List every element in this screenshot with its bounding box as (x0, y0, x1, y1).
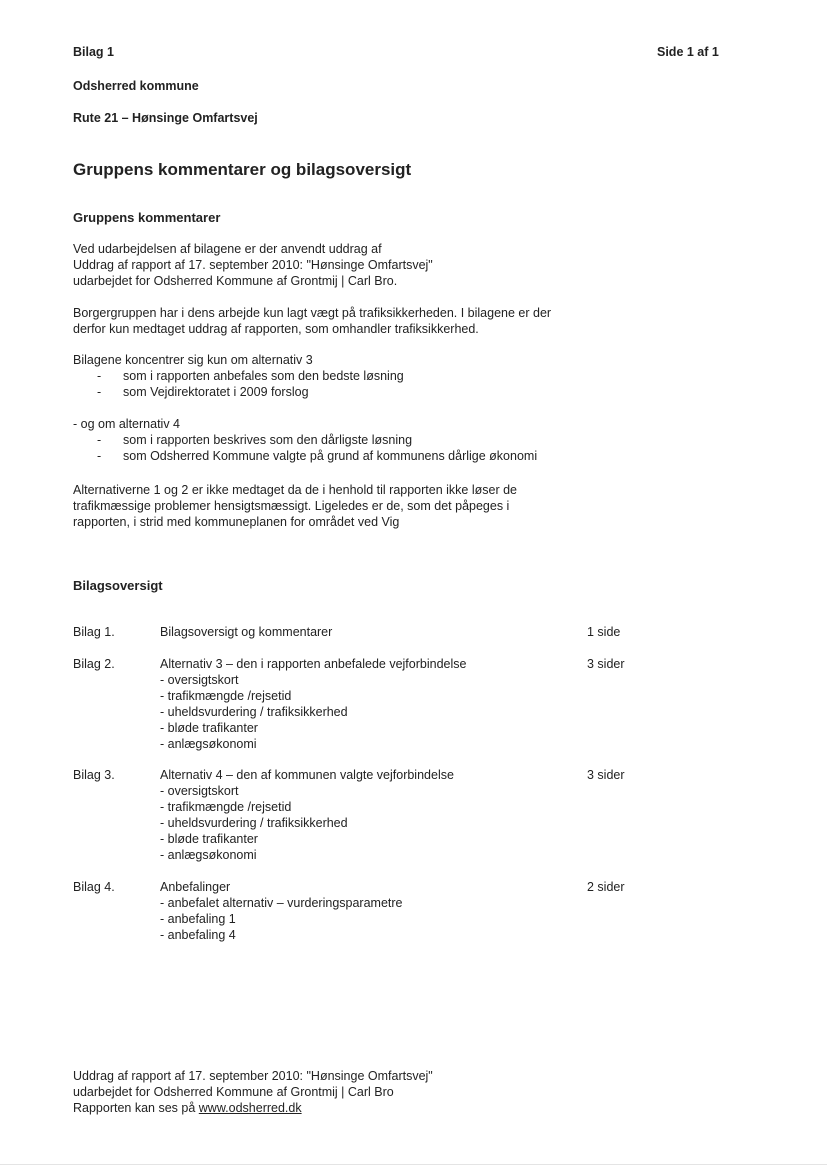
text-line: derfor kun medtaget uddrag af rapporten, som omhandler trafiksikkerhed. (73, 322, 479, 336)
comments-paragraph-1 (73, 241, 433, 289)
list-item: - anbefaling 1 (160, 912, 236, 926)
bilag-pages: 2 sider (587, 880, 625, 894)
table-row (73, 767, 673, 863)
list-item: - bløde trafikanter (160, 832, 258, 846)
list-item: - som Odsherred Kommune valgte på grund af kommunens dårlige økonomi (97, 449, 538, 463)
dash-bullet: - (97, 369, 102, 383)
bilag-title: Anbefalinger (160, 880, 231, 894)
municipality-name: Odsherred kommune (73, 79, 199, 93)
list-item: - som i rapporten anbefales som den bedste løsning (97, 369, 404, 383)
list-item: - trafikmængde /rejsetid (160, 800, 292, 814)
text-line: udarbejdet for Odsherred Kommune af Grontmij | Carl Bro. (73, 274, 398, 288)
route-name: Rute 21 – Hønsinge Omfartsvej (73, 111, 258, 125)
comments-paragraph-2 (73, 305, 551, 337)
page-title: Gruppens kommentarer og bilagsoversigt (73, 160, 412, 179)
list-item: - anbefalet alternativ – vurderingsparametre (160, 896, 403, 910)
bilag-title: Alternativ 4 – den af kommunen valgte vejforbindelse (160, 768, 454, 782)
table-row (73, 624, 673, 640)
bilag-pages: 3 sider (587, 768, 625, 782)
list-item: - anlægsøkonomi (160, 737, 257, 751)
bilag-pages: 1 side (587, 625, 621, 639)
footer-line (73, 1100, 433, 1116)
bilag-number: Bilag 2. (73, 657, 115, 671)
bilag-number: Bilag 1. (73, 625, 115, 639)
dash-bullet: - (97, 385, 102, 399)
bilag-number: Bilag 4. (73, 880, 115, 894)
bilag-label: Bilag 1 (73, 45, 114, 59)
page-edge-divider (0, 1164, 827, 1165)
text-line: - og om alternativ 4 (73, 417, 180, 431)
table-row (73, 879, 673, 943)
list-item: - bløde trafikanter (160, 721, 258, 735)
bilag-title: Bilagsoversigt og kommentarer (160, 625, 333, 639)
overview-heading: Bilagsoversigt (73, 578, 163, 593)
text-line: Alternativerne 1 og 2 er ikke medtaget da de i henhold til rapporten ikke løser de (73, 483, 518, 497)
bilag-content (160, 767, 454, 863)
text-line: Ved udarbejdelsen af bilagene er der anvendt uddrag af (73, 242, 382, 256)
comments-heading: Gruppens kommentarer (73, 210, 221, 225)
list-item: - som Vejdirektoratet i 2009 forslog (97, 385, 309, 399)
text-line: Uddrag af rapport af 17. september 2010: "Hønsinge Omfartsvej" (73, 258, 433, 272)
comments-paragraph-4 (73, 416, 633, 464)
list-item: - anlægsøkonomi (160, 848, 257, 862)
bilag-content (160, 656, 466, 752)
text-line: rapporten, i strid med kommuneplanen for området ved Vig (73, 515, 400, 529)
table-row (73, 656, 673, 752)
bilag-number: Bilag 3. (73, 768, 115, 782)
bilag-content (160, 879, 403, 943)
footer-line: udarbejdet for Odsherred Kommune af Grontmij | Carl Bro (73, 1085, 394, 1099)
text-line: Borgergruppen har i dens arbejde kun lagt vægt på trafiksikkerheden. I bilagene er der (73, 306, 552, 320)
dash-bullet: - (97, 433, 102, 447)
list-item: - oversigtskort (160, 673, 239, 687)
list-item: - oversigtskort (160, 784, 239, 798)
text-line: Bilagene koncentrer sig kun om alternativ 3 (73, 353, 313, 367)
list-item: - uheldsvurdering / trafiksikkerhed (160, 705, 348, 719)
footer-line: Uddrag af rapport af 17. september 2010: "Hønsinge Omfartsvej" (73, 1069, 433, 1083)
odsherred-link[interactable]: www.odsherred.dk (198, 1101, 302, 1115)
list-item: - trafikmængde /rejsetid (160, 689, 292, 703)
comments-paragraph-3 (73, 352, 633, 400)
comments-paragraph-5 (73, 482, 517, 530)
page-indicator: Side 1 af 1 (657, 45, 719, 59)
list-item: - som i rapporten beskrives som den dårligste løsning (97, 433, 413, 447)
list-item: - anbefaling 4 (160, 928, 236, 942)
list-item: - uheldsvurdering / trafiksikkerhed (160, 816, 348, 830)
footer (73, 1068, 433, 1116)
bilag-title: Alternativ 3 – den i rapporten anbefalede vejforbindelse (160, 657, 467, 671)
dash-bullet: - (97, 449, 102, 463)
footer-prefix: Rapporten kan ses på (73, 1101, 199, 1115)
bilag-pages: 3 sider (587, 657, 625, 671)
text-line: trafikmæssige problemer hensigtsmæssigt. Ligeledes er de, som det påpeges i (73, 499, 510, 513)
